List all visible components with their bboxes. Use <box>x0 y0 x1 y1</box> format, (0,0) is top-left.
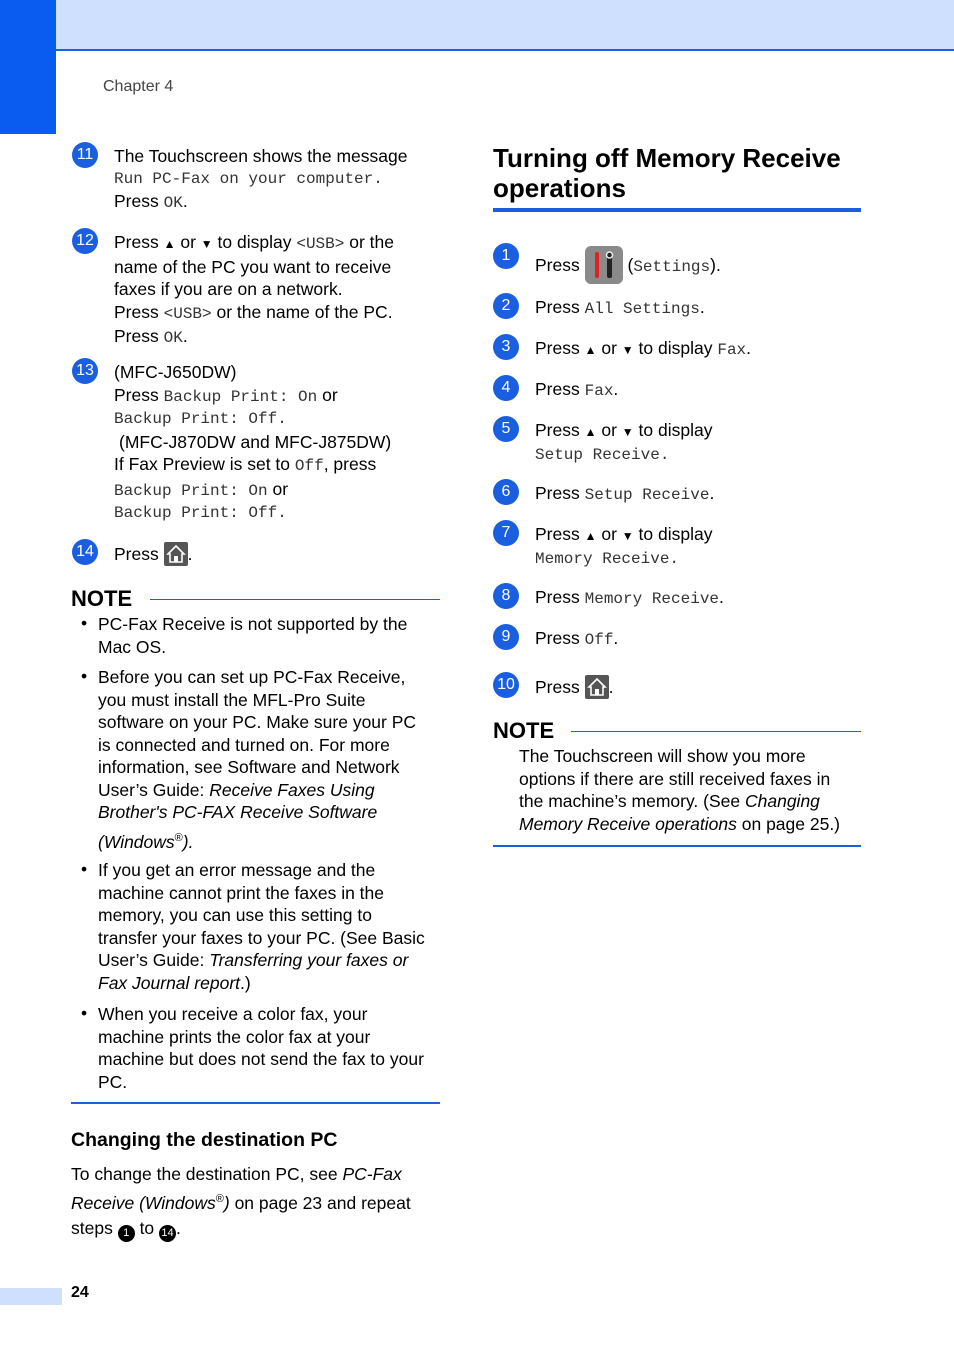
note-heading: NOTE <box>71 586 133 611</box>
step-ref-badge: 14 <box>159 1225 176 1242</box>
subsection-paragraph: To change the destination PC, see PC-Fax Receive (Windows®) on page 23 and repeat steps 1 to 14 . <box>71 1162 441 1242</box>
step-r5: 5 Press ▲ or ▼ to display Setup Receive. <box>535 419 712 466</box>
step-13: 13 (MFC-J650DW) Press Backup Print: On or Backup Print: Off. (MFC-J870DW and MFC-J875DW) If Fax Preview is set to Off, press Backup Print: On or Backup Print: Off. <box>114 361 391 525</box>
down-arrow-icon: ▼ <box>200 237 213 251</box>
step-11: 11 The Touchscreen shows the message Run PC-Fax on your computer. Press OK. <box>114 145 407 215</box>
step-number: 12 <box>72 228 98 254</box>
note-rule <box>150 599 440 600</box>
page-tab <box>0 1288 62 1305</box>
subsection-heading: Changing the destination PC <box>71 1129 338 1151</box>
up-arrow-icon: ▲ <box>584 529 597 543</box>
settings-icon <box>585 246 623 284</box>
step-r2: 2 Press All Settings. <box>535 296 705 321</box>
header-band <box>0 0 954 51</box>
step-r8: 8 Press Memory Receive. <box>535 586 724 611</box>
chapter-tab <box>0 0 56 134</box>
up-arrow-icon: ▲ <box>584 425 597 439</box>
step-r1: 1 Press (Settings). <box>535 246 721 284</box>
home-icon <box>585 675 609 699</box>
step-number: 11 <box>72 142 98 168</box>
page-number: 24 <box>71 1284 89 1301</box>
up-arrow-icon: ▲ <box>584 343 597 357</box>
down-arrow-icon: ▼ <box>621 343 634 357</box>
section-rule <box>493 208 861 212</box>
step-number: 13 <box>72 358 98 384</box>
chapter-label: Chapter 4 <box>103 78 174 95</box>
step-number: 14 <box>72 539 98 565</box>
note-bottom-rule <box>71 1102 440 1104</box>
home-icon <box>164 542 188 566</box>
step-ref-badge: 1 <box>118 1225 135 1242</box>
note-heading: NOTE <box>493 718 555 743</box>
up-arrow-icon: ▲ <box>163 237 176 251</box>
step-r7: 7 Press ▲ or ▼ to display Memory Receive. <box>535 523 712 570</box>
step-r10: 10 Press . <box>535 675 613 699</box>
down-arrow-icon: ▼ <box>621 425 634 439</box>
note-rule <box>571 731 861 732</box>
step-r3: 3 Press ▲ or ▼ to display Fax. <box>535 337 751 362</box>
section-heading: Turning off Memory Receive operations <box>493 143 841 203</box>
down-arrow-icon: ▼ <box>621 529 634 543</box>
step-r6: 6 Press Setup Receive. <box>535 482 714 507</box>
step-r9: 9 Press Off. <box>535 627 618 652</box>
step-12: 12 Press ▲ or ▼ to display <USB> or the name of the PC you want to receive faxes if you are on a network. Press <USB> or the name of the PC. Press OK. <box>114 231 394 350</box>
note-bottom-rule <box>493 845 861 847</box>
step-14: 14 Press . <box>114 542 192 566</box>
note-text: The Touchscreen will show you more options if there are still received faxes in the machine’s memory. (See Changing Memory Receive operations on page 25.) <box>519 746 841 834</box>
step-r4: 4 Press Fax. <box>535 378 618 403</box>
